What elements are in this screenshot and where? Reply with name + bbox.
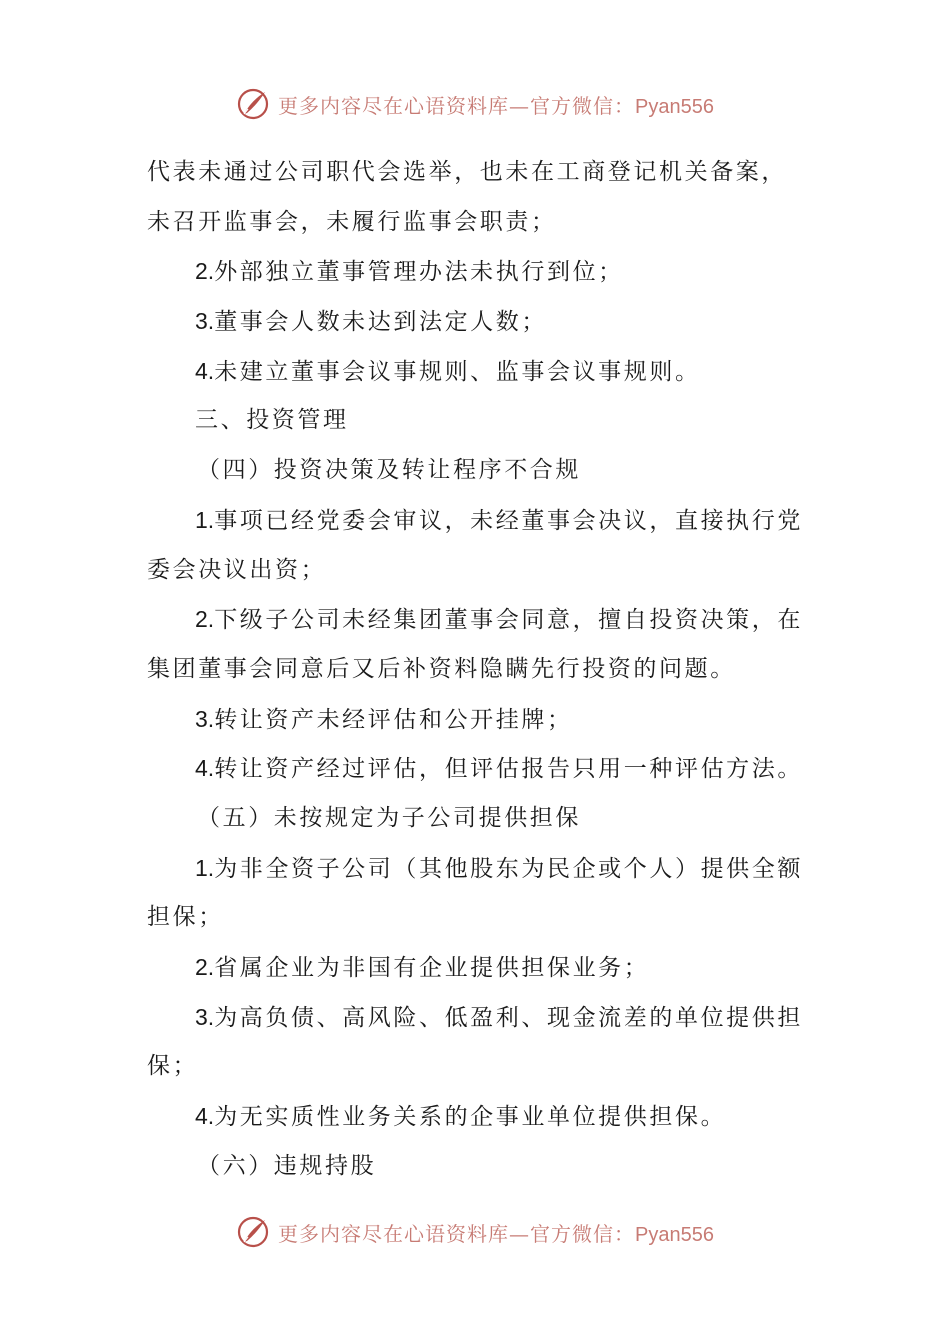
header-watermark-banner [0, 84, 950, 124]
list-item: 4.未建立董事会议事规则、监事会议事规则。 [195, 357, 701, 385]
quill-pen-logo-icon [236, 87, 270, 121]
paragraph-line: 委会决议出资； [147, 556, 327, 583]
list-item: 2.省属企业为非国有企业提供担保业务； [195, 954, 650, 981]
paragraph-line: 保； [147, 1053, 199, 1080]
watermark-text: 更多内容尽在心语资料库—官方微信：Pyan556 [278, 1221, 714, 1246]
paragraph-line: 代表未通过公司职代会选举，也未在工商登记机关备案， [147, 159, 787, 185]
watermark-text: 更多内容尽在心语资料库—官方微信：Pyan556 [278, 93, 714, 118]
paragraph-line: 未召开监事会，未履行监事会职责； [147, 208, 557, 235]
list-item: 1.为非全资子公司（其他股东为民企或个人）提供全额 [195, 854, 803, 882]
section-heading: 三、投资管理 [195, 407, 349, 434]
list-item: 2.外部独立董事管理办法未执行到位； [195, 258, 624, 286]
subsection-heading: （四）投资决策及转让程序不合规 [197, 457, 581, 484]
paragraph-line: 集团董事会同意后又后补资料隐瞒先行投资的问题。 [147, 655, 736, 682]
list-item: 3.转让资产未经评估和公开挂牌； [195, 705, 573, 733]
list-item: 2.下级子公司未经集团董事会同意，擅自投资决策，在 [195, 606, 803, 634]
subsection-heading: （六）违规持股 [197, 1152, 377, 1179]
list-item: 4.为无实质性业务关系的企事业单位提供担保。 [195, 1103, 727, 1131]
document-body [147, 148, 807, 1191]
list-item: 1.事项已经党委会审议，未经董事会决议，直接执行党 [195, 506, 803, 534]
list-item: 3.董事会人数未达到法定人数； [195, 308, 547, 336]
list-item: 4.转让资产经过评估，但评估报告只用一种评估方法。 [195, 755, 803, 783]
footer-watermark-banner [0, 1212, 950, 1252]
quill-pen-logo-icon [236, 1215, 270, 1249]
list-item: 3.为高负债、高风险、低盈利、现金流差的单位提供担 [195, 1003, 803, 1031]
paragraph-line: 担保； [147, 904, 224, 931]
subsection-heading: （五）未按规定为子公司提供担保 [197, 804, 581, 831]
